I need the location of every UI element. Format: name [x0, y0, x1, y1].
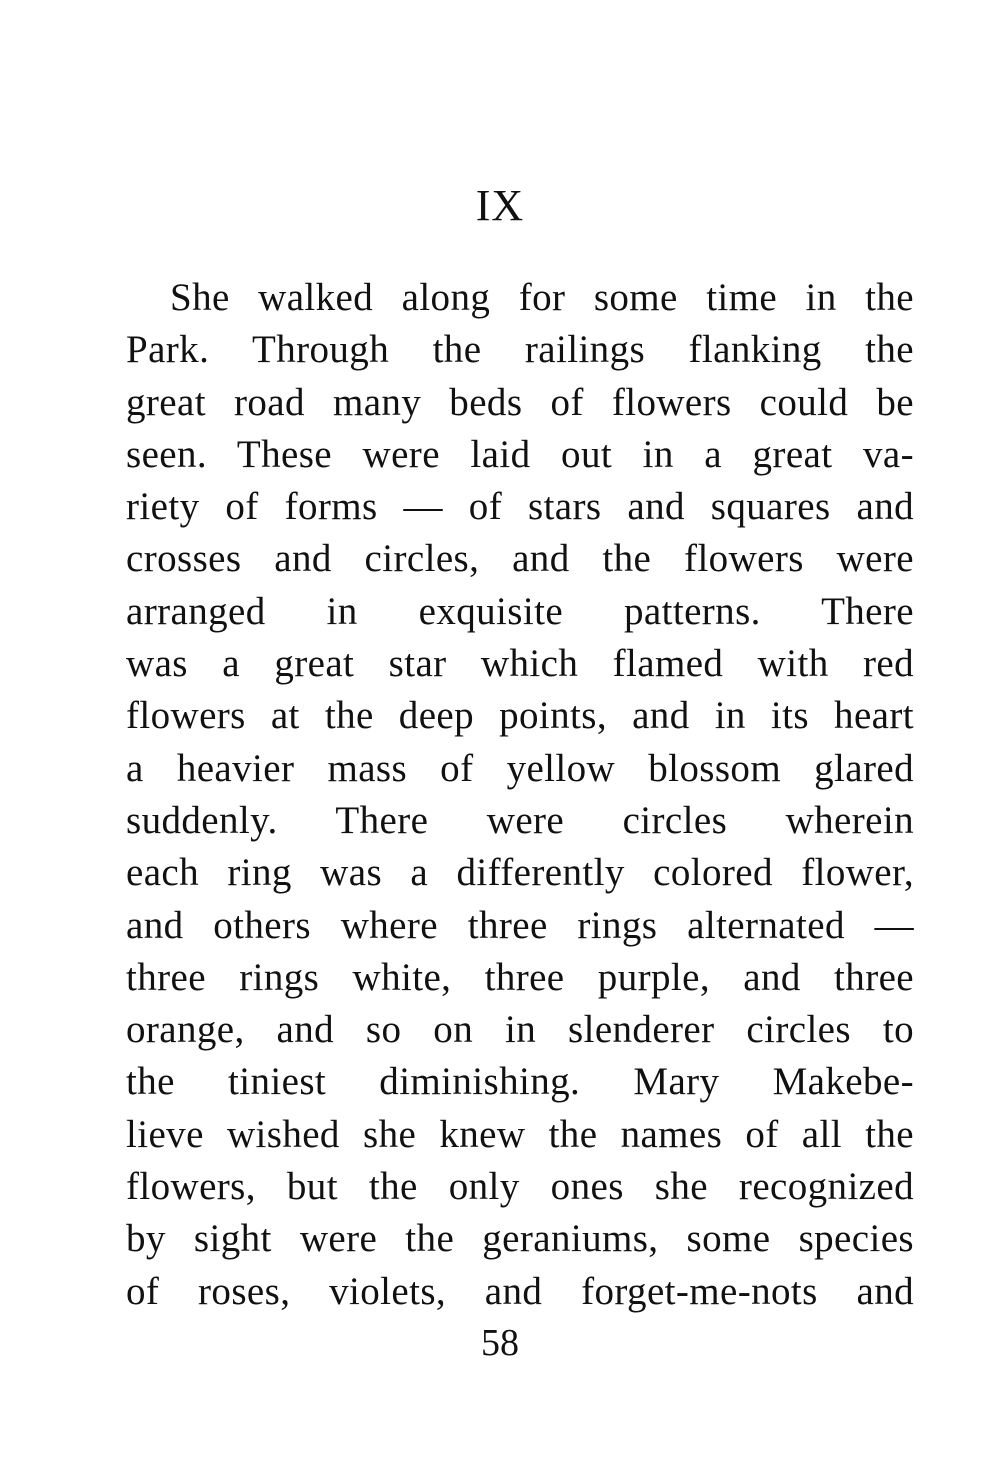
text-line: three rings white, three purple, and three	[126, 955, 914, 999]
text-line: Park. Through the railings flanking the	[126, 328, 914, 372]
text-line: was a great star which flamed with red	[126, 642, 914, 686]
text-line: lieve wished she knew the names of all the	[126, 1112, 914, 1156]
text-line: and others where three rings alternated —	[126, 903, 914, 947]
text-line: seen. These were laid out in a great va-	[126, 432, 914, 476]
text-line: a heavier mass of yellow blossom glared	[126, 746, 914, 790]
text-line: the tiniest diminishing. Mary Makebe-	[126, 1060, 914, 1104]
text-line: of roses, violets, and forget-me-nots and	[126, 1269, 914, 1313]
text-line: orange, and so on in slenderer circles to	[126, 1008, 914, 1052]
text-line: flowers at the deep points, and in its heart	[126, 694, 914, 738]
body-text	[126, 272, 914, 1318]
page-number: 58	[481, 1322, 519, 1364]
text-line: great road many beds of flowers could be	[126, 380, 914, 424]
chapter-heading: IX	[475, 181, 525, 230]
text-line: flowers, but the only ones she recognized	[126, 1165, 914, 1209]
text-line: crosses and circles, and the flowers were	[126, 537, 914, 581]
text-line: suddenly. There were circles wherein	[126, 798, 914, 842]
text-line: arranged in exquisite patterns. There	[126, 589, 914, 633]
text-line: each ring was a differently colored flower,	[126, 851, 914, 895]
text-line: riety of forms — of stars and squares and	[126, 485, 914, 529]
text-line: She walked along for some time in the	[170, 276, 914, 319]
text-line: by sight were the geraniums, some species	[126, 1217, 914, 1261]
